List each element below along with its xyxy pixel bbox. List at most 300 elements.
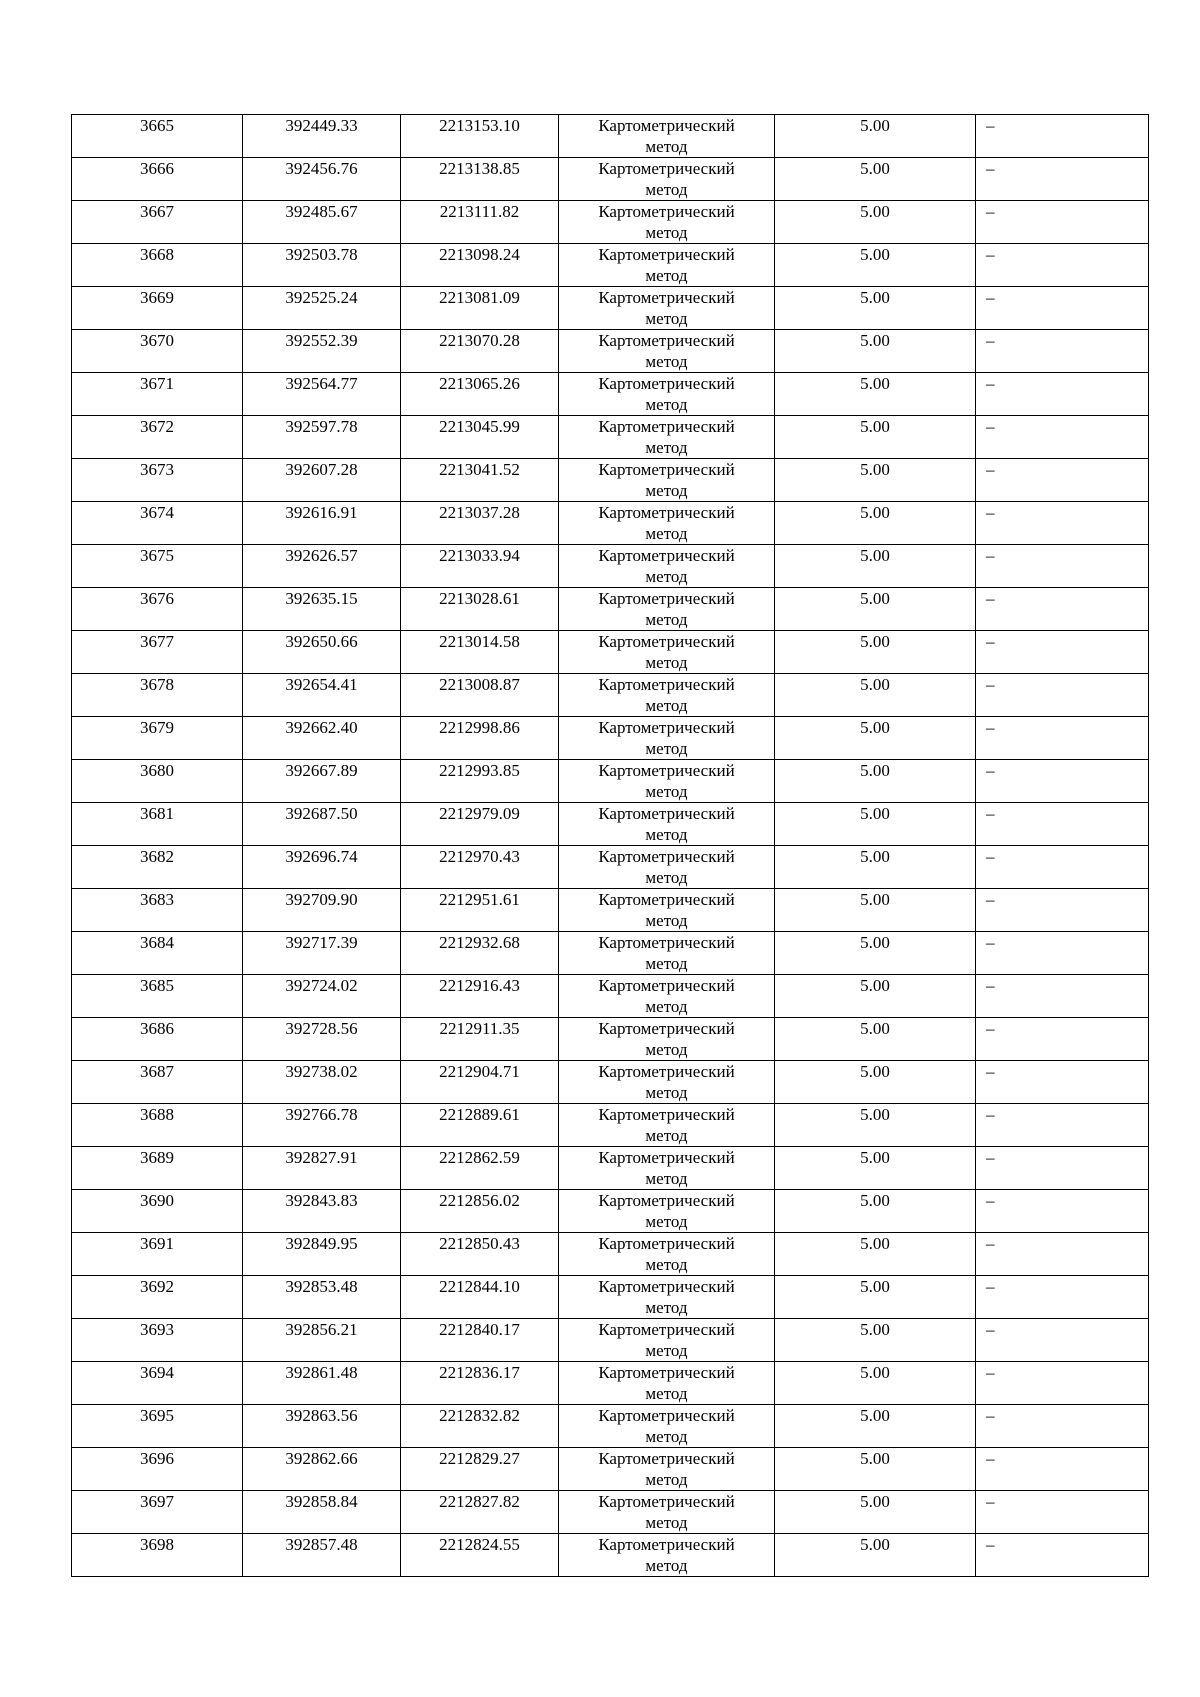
point-number-cell: 3676 bbox=[72, 588, 243, 631]
x-coordinate-cell: 392503.78 bbox=[243, 244, 401, 287]
x-coordinate-cell: 392853.48 bbox=[243, 1276, 401, 1319]
method-line-2: метод bbox=[645, 1169, 688, 1188]
method-text bbox=[559, 416, 774, 458]
method-cell bbox=[559, 1491, 775, 1534]
table-row bbox=[72, 244, 1149, 287]
point-number-cell: 3674 bbox=[72, 502, 243, 545]
method-text bbox=[559, 459, 774, 501]
accuracy-cell: 5.00 bbox=[775, 932, 976, 975]
note-cell: – bbox=[976, 674, 1149, 717]
point-number-cell: 3690 bbox=[72, 1190, 243, 1233]
method-text bbox=[559, 1018, 774, 1060]
table-row bbox=[72, 1018, 1149, 1061]
table-row bbox=[72, 975, 1149, 1018]
y-coordinate-cell: 2212832.82 bbox=[401, 1405, 559, 1448]
method-text bbox=[559, 1190, 774, 1232]
point-number-cell: 3678 bbox=[72, 674, 243, 717]
method-text bbox=[559, 846, 774, 888]
method-text bbox=[559, 1233, 774, 1275]
accuracy-cell: 5.00 bbox=[775, 1061, 976, 1104]
y-coordinate-cell: 2212979.09 bbox=[401, 803, 559, 846]
method-cell bbox=[559, 244, 775, 287]
method-line-2: метод bbox=[645, 266, 688, 285]
point-number-cell: 3698 bbox=[72, 1534, 243, 1577]
note-cell: – bbox=[976, 1061, 1149, 1104]
method-line-1: Картометрический bbox=[598, 288, 735, 307]
method-line-2: метод bbox=[645, 180, 688, 199]
method-cell bbox=[559, 588, 775, 631]
table-row bbox=[72, 1147, 1149, 1190]
method-line-2: метод bbox=[645, 1470, 688, 1489]
method-text bbox=[559, 1147, 774, 1189]
method-line-1: Картометрический bbox=[598, 546, 735, 565]
point-number-cell: 3683 bbox=[72, 889, 243, 932]
method-line-2: метод bbox=[645, 739, 688, 758]
method-cell bbox=[559, 803, 775, 846]
accuracy-cell: 5.00 bbox=[775, 588, 976, 631]
x-coordinate-cell: 392856.21 bbox=[243, 1319, 401, 1362]
y-coordinate-cell: 2213098.24 bbox=[401, 244, 559, 287]
accuracy-cell: 5.00 bbox=[775, 287, 976, 330]
note-cell: – bbox=[976, 1276, 1149, 1319]
table-row bbox=[72, 760, 1149, 803]
x-coordinate-cell: 392654.41 bbox=[243, 674, 401, 717]
note-cell: – bbox=[976, 115, 1149, 158]
method-line-1: Картометрический bbox=[598, 202, 735, 221]
method-line-2: метод bbox=[645, 610, 688, 629]
note-cell: – bbox=[976, 201, 1149, 244]
method-cell bbox=[559, 1061, 775, 1104]
table-row bbox=[72, 803, 1149, 846]
method-cell bbox=[559, 717, 775, 760]
point-number-cell: 3668 bbox=[72, 244, 243, 287]
table-row bbox=[72, 1362, 1149, 1405]
method-line-1: Картометрический bbox=[598, 761, 735, 780]
method-line-1: Картометрический bbox=[598, 847, 735, 866]
x-coordinate-cell: 392709.90 bbox=[243, 889, 401, 932]
y-coordinate-cell: 2212827.82 bbox=[401, 1491, 559, 1534]
method-text bbox=[559, 1061, 774, 1103]
table-row bbox=[72, 158, 1149, 201]
method-cell bbox=[559, 1233, 775, 1276]
method-line-2: метод bbox=[645, 868, 688, 887]
y-coordinate-cell: 2213041.52 bbox=[401, 459, 559, 502]
point-number-cell: 3679 bbox=[72, 717, 243, 760]
method-text bbox=[559, 115, 774, 157]
point-number-cell: 3672 bbox=[72, 416, 243, 459]
y-coordinate-cell: 2212862.59 bbox=[401, 1147, 559, 1190]
x-coordinate-cell: 392858.84 bbox=[243, 1491, 401, 1534]
point-number-cell: 3685 bbox=[72, 975, 243, 1018]
method-line-2: метод bbox=[645, 223, 688, 242]
y-coordinate-cell: 2212932.68 bbox=[401, 932, 559, 975]
y-coordinate-cell: 2213111.82 bbox=[401, 201, 559, 244]
accuracy-cell: 5.00 bbox=[775, 1319, 976, 1362]
method-text bbox=[559, 502, 774, 544]
point-number-cell: 3681 bbox=[72, 803, 243, 846]
method-line-2: метод bbox=[645, 352, 688, 371]
method-line-1: Картометрический bbox=[598, 503, 735, 522]
note-cell: – bbox=[976, 1405, 1149, 1448]
method-text bbox=[559, 158, 774, 200]
method-line-2: метод bbox=[645, 1255, 688, 1274]
y-coordinate-cell: 2212850.43 bbox=[401, 1233, 559, 1276]
table-row bbox=[72, 373, 1149, 416]
x-coordinate-cell: 392485.67 bbox=[243, 201, 401, 244]
table-row bbox=[72, 1405, 1149, 1448]
table-row bbox=[72, 674, 1149, 717]
method-line-1: Картометрический bbox=[598, 159, 735, 178]
note-cell: – bbox=[976, 330, 1149, 373]
x-coordinate-cell: 392597.78 bbox=[243, 416, 401, 459]
method-cell bbox=[559, 846, 775, 889]
y-coordinate-cell: 2212970.43 bbox=[401, 846, 559, 889]
method-line-2: метод bbox=[645, 911, 688, 930]
x-coordinate-cell: 392717.39 bbox=[243, 932, 401, 975]
y-coordinate-cell: 2213081.09 bbox=[401, 287, 559, 330]
x-coordinate-cell: 392456.76 bbox=[243, 158, 401, 201]
table-row bbox=[72, 1534, 1149, 1577]
method-line-2: метод bbox=[645, 137, 688, 156]
accuracy-cell: 5.00 bbox=[775, 717, 976, 760]
method-cell bbox=[559, 1362, 775, 1405]
point-number-cell: 3694 bbox=[72, 1362, 243, 1405]
table-row bbox=[72, 1061, 1149, 1104]
method-cell bbox=[559, 459, 775, 502]
table-row bbox=[72, 1276, 1149, 1319]
method-text bbox=[559, 588, 774, 630]
note-cell: – bbox=[976, 1104, 1149, 1147]
method-text bbox=[559, 1491, 774, 1533]
y-coordinate-cell: 2213033.94 bbox=[401, 545, 559, 588]
method-cell bbox=[559, 1319, 775, 1362]
accuracy-cell: 5.00 bbox=[775, 115, 976, 158]
note-cell: – bbox=[976, 975, 1149, 1018]
method-text bbox=[559, 287, 774, 329]
method-cell bbox=[559, 889, 775, 932]
accuracy-cell: 5.00 bbox=[775, 1448, 976, 1491]
method-line-1: Картометрический bbox=[598, 976, 735, 995]
accuracy-cell: 5.00 bbox=[775, 975, 976, 1018]
method-cell bbox=[559, 115, 775, 158]
table-row bbox=[72, 115, 1149, 158]
accuracy-cell: 5.00 bbox=[775, 803, 976, 846]
method-line-1: Картометрический bbox=[598, 718, 735, 737]
x-coordinate-cell: 392607.28 bbox=[243, 459, 401, 502]
x-coordinate-cell: 392827.91 bbox=[243, 1147, 401, 1190]
point-number-cell: 3696 bbox=[72, 1448, 243, 1491]
method-cell bbox=[559, 674, 775, 717]
y-coordinate-cell: 2212829.27 bbox=[401, 1448, 559, 1491]
x-coordinate-cell: 392662.40 bbox=[243, 717, 401, 760]
method-line-2: метод bbox=[645, 481, 688, 500]
x-coordinate-cell: 392738.02 bbox=[243, 1061, 401, 1104]
method-cell bbox=[559, 1405, 775, 1448]
y-coordinate-cell: 2213028.61 bbox=[401, 588, 559, 631]
accuracy-cell: 5.00 bbox=[775, 631, 976, 674]
method-line-1: Картометрический bbox=[598, 1406, 735, 1425]
x-coordinate-cell: 392849.95 bbox=[243, 1233, 401, 1276]
method-line-2: метод bbox=[645, 696, 688, 715]
accuracy-cell: 5.00 bbox=[775, 158, 976, 201]
method-text bbox=[559, 244, 774, 286]
x-coordinate-cell: 392857.48 bbox=[243, 1534, 401, 1577]
accuracy-cell: 5.00 bbox=[775, 1104, 976, 1147]
point-number-cell: 3695 bbox=[72, 1405, 243, 1448]
method-text bbox=[559, 975, 774, 1017]
y-coordinate-cell: 2212856.02 bbox=[401, 1190, 559, 1233]
method-cell bbox=[559, 373, 775, 416]
method-cell bbox=[559, 502, 775, 545]
point-number-cell: 3680 bbox=[72, 760, 243, 803]
method-line-2: метод bbox=[645, 1513, 688, 1532]
method-line-1: Картометрический bbox=[598, 1492, 735, 1511]
method-line-1: Картометрический bbox=[598, 1277, 735, 1296]
note-cell: – bbox=[976, 416, 1149, 459]
table-row bbox=[72, 330, 1149, 373]
table-row bbox=[72, 1233, 1149, 1276]
point-number-cell: 3669 bbox=[72, 287, 243, 330]
accuracy-cell: 5.00 bbox=[775, 201, 976, 244]
x-coordinate-cell: 392552.39 bbox=[243, 330, 401, 373]
method-line-1: Картометрический bbox=[598, 1234, 735, 1253]
note-cell: – bbox=[976, 760, 1149, 803]
method-line-1: Картометрический bbox=[598, 1535, 735, 1554]
x-coordinate-cell: 392728.56 bbox=[243, 1018, 401, 1061]
note-cell: – bbox=[976, 1147, 1149, 1190]
method-line-2: метод bbox=[645, 1427, 688, 1446]
y-coordinate-cell: 2213037.28 bbox=[401, 502, 559, 545]
point-number-cell: 3686 bbox=[72, 1018, 243, 1061]
table-row bbox=[72, 588, 1149, 631]
method-line-1: Картометрический bbox=[598, 632, 735, 651]
method-line-2: метод bbox=[645, 825, 688, 844]
point-number-cell: 3691 bbox=[72, 1233, 243, 1276]
table-row bbox=[72, 717, 1149, 760]
accuracy-cell: 5.00 bbox=[775, 330, 976, 373]
x-coordinate-cell: 392861.48 bbox=[243, 1362, 401, 1405]
y-coordinate-cell: 2213138.85 bbox=[401, 158, 559, 201]
point-number-cell: 3697 bbox=[72, 1491, 243, 1534]
point-number-cell: 3692 bbox=[72, 1276, 243, 1319]
y-coordinate-cell: 2212836.17 bbox=[401, 1362, 559, 1405]
x-coordinate-cell: 392616.91 bbox=[243, 502, 401, 545]
method-cell bbox=[559, 158, 775, 201]
x-coordinate-cell: 392626.57 bbox=[243, 545, 401, 588]
y-coordinate-cell: 2213153.10 bbox=[401, 115, 559, 158]
note-cell: – bbox=[976, 1491, 1149, 1534]
table-row bbox=[72, 502, 1149, 545]
note-cell: – bbox=[976, 1319, 1149, 1362]
method-cell bbox=[559, 1276, 775, 1319]
note-cell: – bbox=[976, 932, 1149, 975]
note-cell: – bbox=[976, 717, 1149, 760]
method-line-2: метод bbox=[645, 438, 688, 457]
method-line-2: метод bbox=[645, 524, 688, 543]
method-line-1: Картометрический bbox=[598, 1019, 735, 1038]
note-cell: – bbox=[976, 889, 1149, 932]
method-cell bbox=[559, 416, 775, 459]
method-line-2: метод bbox=[645, 395, 688, 414]
accuracy-cell: 5.00 bbox=[775, 244, 976, 287]
accuracy-cell: 5.00 bbox=[775, 373, 976, 416]
method-text bbox=[559, 1405, 774, 1447]
method-cell bbox=[559, 1147, 775, 1190]
y-coordinate-cell: 2213045.99 bbox=[401, 416, 559, 459]
method-cell bbox=[559, 1018, 775, 1061]
method-line-2: метод bbox=[645, 1083, 688, 1102]
method-line-2: метод bbox=[645, 997, 688, 1016]
point-number-cell: 3677 bbox=[72, 631, 243, 674]
y-coordinate-cell: 2213008.87 bbox=[401, 674, 559, 717]
y-coordinate-cell: 2212889.61 bbox=[401, 1104, 559, 1147]
note-cell: – bbox=[976, 158, 1149, 201]
accuracy-cell: 5.00 bbox=[775, 760, 976, 803]
accuracy-cell: 5.00 bbox=[775, 1534, 976, 1577]
method-line-2: метод bbox=[645, 1341, 688, 1360]
method-cell bbox=[559, 760, 775, 803]
method-line-1: Картометрический bbox=[598, 1449, 735, 1468]
method-line-2: метод bbox=[645, 1126, 688, 1145]
method-line-1: Картометрический bbox=[598, 331, 735, 350]
method-cell bbox=[559, 330, 775, 373]
table-row bbox=[72, 545, 1149, 588]
point-number-cell: 3675 bbox=[72, 545, 243, 588]
accuracy-cell: 5.00 bbox=[775, 1405, 976, 1448]
y-coordinate-cell: 2212824.55 bbox=[401, 1534, 559, 1577]
accuracy-cell: 5.00 bbox=[775, 502, 976, 545]
method-cell bbox=[559, 1534, 775, 1577]
x-coordinate-cell: 392635.15 bbox=[243, 588, 401, 631]
table-row bbox=[72, 287, 1149, 330]
coordinates-table-body bbox=[72, 115, 1149, 1577]
x-coordinate-cell: 392667.89 bbox=[243, 760, 401, 803]
point-number-cell: 3667 bbox=[72, 201, 243, 244]
table-row bbox=[72, 1448, 1149, 1491]
table-row bbox=[72, 1104, 1149, 1147]
coordinates-table bbox=[71, 114, 1149, 1577]
method-text bbox=[559, 932, 774, 974]
method-line-1: Картометрический bbox=[598, 417, 735, 436]
x-coordinate-cell: 392724.02 bbox=[243, 975, 401, 1018]
point-number-cell: 3665 bbox=[72, 115, 243, 158]
y-coordinate-cell: 2212951.61 bbox=[401, 889, 559, 932]
method-line-1: Картометрический bbox=[598, 1148, 735, 1167]
accuracy-cell: 5.00 bbox=[775, 846, 976, 889]
y-coordinate-cell: 2212998.86 bbox=[401, 717, 559, 760]
point-number-cell: 3688 bbox=[72, 1104, 243, 1147]
accuracy-cell: 5.00 bbox=[775, 674, 976, 717]
y-coordinate-cell: 2213070.28 bbox=[401, 330, 559, 373]
accuracy-cell: 5.00 bbox=[775, 1491, 976, 1534]
method-line-1: Картометрический bbox=[598, 374, 735, 393]
method-line-1: Картометрический bbox=[598, 890, 735, 909]
method-cell bbox=[559, 545, 775, 588]
y-coordinate-cell: 2212844.10 bbox=[401, 1276, 559, 1319]
table-row bbox=[72, 201, 1149, 244]
method-text bbox=[559, 717, 774, 759]
method-text bbox=[559, 545, 774, 587]
table-row bbox=[72, 459, 1149, 502]
point-number-cell: 3682 bbox=[72, 846, 243, 889]
note-cell: – bbox=[976, 803, 1149, 846]
table-row bbox=[72, 1190, 1149, 1233]
accuracy-cell: 5.00 bbox=[775, 889, 976, 932]
note-cell: – bbox=[976, 545, 1149, 588]
table-row bbox=[72, 889, 1149, 932]
method-line-1: Картометрический bbox=[598, 589, 735, 608]
note-cell: – bbox=[976, 1190, 1149, 1233]
y-coordinate-cell: 2212840.17 bbox=[401, 1319, 559, 1362]
note-cell: – bbox=[976, 1233, 1149, 1276]
method-line-1: Картометрический bbox=[598, 116, 735, 135]
accuracy-cell: 5.00 bbox=[775, 459, 976, 502]
method-line-1: Картометрический bbox=[598, 460, 735, 479]
method-line-2: метод bbox=[645, 1298, 688, 1317]
y-coordinate-cell: 2212993.85 bbox=[401, 760, 559, 803]
method-line-1: Картометрический bbox=[598, 675, 735, 694]
accuracy-cell: 5.00 bbox=[775, 1018, 976, 1061]
method-text bbox=[559, 1104, 774, 1146]
note-cell: – bbox=[976, 1362, 1149, 1405]
accuracy-cell: 5.00 bbox=[775, 1362, 976, 1405]
method-line-2: метод bbox=[645, 1212, 688, 1231]
method-text bbox=[559, 1276, 774, 1318]
method-cell bbox=[559, 975, 775, 1018]
point-number-cell: 3684 bbox=[72, 932, 243, 975]
note-cell: – bbox=[976, 459, 1149, 502]
accuracy-cell: 5.00 bbox=[775, 545, 976, 588]
note-cell: – bbox=[976, 631, 1149, 674]
table-row bbox=[72, 1491, 1149, 1534]
method-cell bbox=[559, 201, 775, 244]
method-text bbox=[559, 674, 774, 716]
y-coordinate-cell: 2212911.35 bbox=[401, 1018, 559, 1061]
point-number-cell: 3687 bbox=[72, 1061, 243, 1104]
method-line-1: Картометрический bbox=[598, 1191, 735, 1210]
point-number-cell: 3689 bbox=[72, 1147, 243, 1190]
accuracy-cell: 5.00 bbox=[775, 416, 976, 459]
accuracy-cell: 5.00 bbox=[775, 1147, 976, 1190]
x-coordinate-cell: 392564.77 bbox=[243, 373, 401, 416]
method-line-1: Картометрический bbox=[598, 804, 735, 823]
point-number-cell: 3666 bbox=[72, 158, 243, 201]
method-text bbox=[559, 631, 774, 673]
y-coordinate-cell: 2212904.71 bbox=[401, 1061, 559, 1104]
accuracy-cell: 5.00 bbox=[775, 1276, 976, 1319]
x-coordinate-cell: 392650.66 bbox=[243, 631, 401, 674]
method-line-2: метод bbox=[645, 567, 688, 586]
method-text bbox=[559, 803, 774, 845]
accuracy-cell: 5.00 bbox=[775, 1190, 976, 1233]
x-coordinate-cell: 392766.78 bbox=[243, 1104, 401, 1147]
method-text bbox=[559, 1534, 774, 1576]
table-row bbox=[72, 932, 1149, 975]
x-coordinate-cell: 392843.83 bbox=[243, 1190, 401, 1233]
method-cell bbox=[559, 631, 775, 674]
method-line-1: Картометрический bbox=[598, 245, 735, 264]
method-text bbox=[559, 1319, 774, 1361]
method-text bbox=[559, 201, 774, 243]
point-number-cell: 3673 bbox=[72, 459, 243, 502]
y-coordinate-cell: 2213065.26 bbox=[401, 373, 559, 416]
point-number-cell: 3670 bbox=[72, 330, 243, 373]
method-text bbox=[559, 1448, 774, 1490]
y-coordinate-cell: 2213014.58 bbox=[401, 631, 559, 674]
note-cell: – bbox=[976, 588, 1149, 631]
method-text bbox=[559, 373, 774, 415]
table-row bbox=[72, 1319, 1149, 1362]
